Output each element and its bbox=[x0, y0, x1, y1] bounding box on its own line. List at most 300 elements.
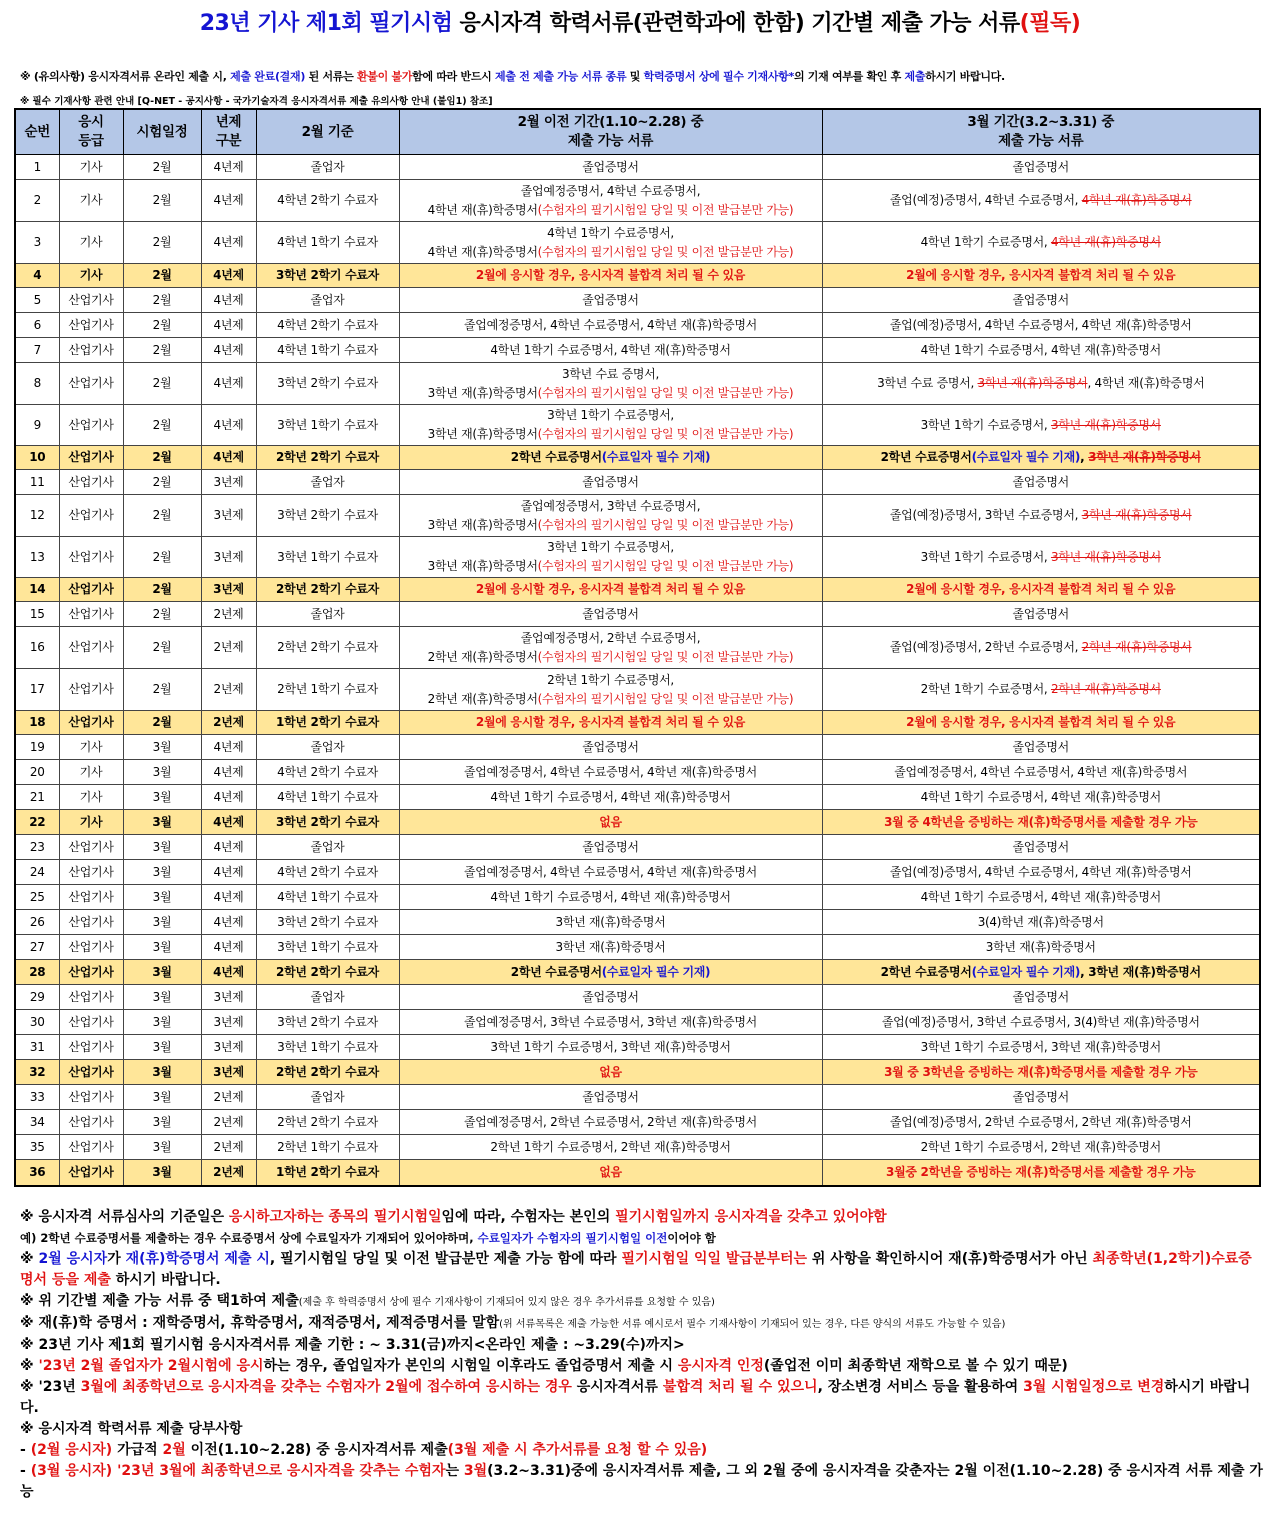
footer-text: 예) 2학년 수료증명서를 제출하는 경우 수료증명서 상에 수료일자가 기재되어 있어야하며, bbox=[20, 1231, 478, 1245]
footer-text: 필기시험일 익일 발급분부터는 bbox=[621, 1251, 808, 1267]
cell-grade: 산업기사 bbox=[59, 363, 123, 405]
cell-status: 4학년 2학기 수료자 bbox=[256, 180, 399, 222]
cell-status: 2학년 2학기 수료자 bbox=[256, 446, 399, 470]
cell-status: 2학년 2학기 수료자 bbox=[256, 960, 399, 985]
cell-month: 3월 bbox=[123, 760, 201, 785]
document-text: 졸업(예정)증명서, 2학년 수료증명서, bbox=[889, 640, 1082, 654]
cell-no: 24 bbox=[15, 860, 59, 885]
cell-mar-documents bbox=[822, 446, 1260, 470]
cell-year: 4년제 bbox=[201, 264, 256, 288]
cell-no: 25 bbox=[15, 885, 59, 910]
cell-grade: 산업기사 bbox=[59, 405, 123, 446]
footer-text: 이어야 함 bbox=[667, 1231, 716, 1245]
document-text: 4학년 1학기 수료증명서, bbox=[920, 235, 1051, 249]
cell-feb-documents bbox=[399, 960, 822, 985]
cell-feb-documents bbox=[399, 935, 822, 960]
cell-grade: 산업기사 bbox=[59, 288, 123, 313]
table-header-row bbox=[15, 109, 1260, 155]
cell-mar-documents bbox=[822, 495, 1260, 537]
footer-text: 이전(1.10~2.28) 중 응시자격서류 제출 bbox=[185, 1442, 448, 1458]
cell-month: 2월 bbox=[123, 627, 201, 669]
footer-text: 3월 시험일정으로 변경 bbox=[1023, 1379, 1165, 1395]
cell-no: 17 bbox=[15, 669, 59, 711]
note-text: 학력증명서 상에 필수 기재사항* bbox=[643, 70, 794, 83]
document-text: 졸업증명서 bbox=[582, 606, 639, 621]
cell-month: 2월 bbox=[123, 537, 201, 578]
cell-status: 3학년 2학기 수료자 bbox=[256, 363, 399, 405]
footer-text: 수료일자가 수험자의 필기시험일 이전 bbox=[477, 1231, 668, 1245]
table-row bbox=[15, 711, 1260, 735]
note-text: 환불이 불가 bbox=[356, 70, 413, 83]
column-header: 순번 bbox=[15, 109, 59, 155]
document-text: 졸업(예정)증명서, 2학년 수료증명서, 2학년 재(휴)학증명서 bbox=[889, 1114, 1192, 1129]
column-header: 2월 기준 bbox=[256, 109, 399, 155]
document-text: 4학년 1학기 수료증명서, 4학년 재(휴)학증명서 bbox=[920, 889, 1161, 904]
table-row bbox=[15, 313, 1260, 338]
cell-year: 4년제 bbox=[201, 885, 256, 910]
footer-text: ※ 재(휴)학 증명서 : 재학증명서, 휴학증명서, 재적증명서, 제적증명서를 말함 bbox=[20, 1315, 500, 1331]
cell-feb-documents bbox=[399, 885, 822, 910]
cell-feb-documents bbox=[399, 405, 822, 446]
footer-text: (3.2~3.31)중에 응시자격서류 제출 bbox=[487, 1463, 716, 1479]
table-row bbox=[15, 760, 1260, 785]
required-info-note: ※ 필수 기재사항 관련 안내 [Q-NET - 공지사항 - 국가기술자격 응시자격서류 제출 유의사항 안내 (붙임1) 참조] bbox=[20, 96, 493, 107]
title-part-3: (필독) bbox=[1019, 11, 1081, 36]
footer-text: , 필기시험일 당일 및 이전 발급분만 제출 가능 함에 따라 bbox=[269, 1251, 622, 1267]
cell-grade: 산업기사 bbox=[59, 835, 123, 860]
footer-line bbox=[20, 1249, 1265, 1291]
document-text: 졸업예정증명서, 3학년 수료증명서, bbox=[520, 498, 701, 513]
note-text: 하시기 바랍니다. bbox=[925, 70, 1005, 83]
cell-feb-documents bbox=[399, 288, 822, 313]
document-text: 4학년 1학기 수료증명서, bbox=[547, 225, 674, 240]
note-text: 된 서류는 bbox=[305, 70, 357, 83]
cell-feb-documents bbox=[399, 446, 822, 470]
footer-text: '23년 3월에 최종학년으로 응시자격을 갖추는 수험자 bbox=[117, 1463, 446, 1479]
document-text: 졸업예정증명서, 2학년 수료증명서, 2학년 재(휴)학증명서 bbox=[464, 1114, 757, 1129]
cell-mar-documents bbox=[822, 338, 1260, 363]
cell-status: 1학년 2학기 수료자 bbox=[256, 1160, 399, 1186]
document-text: 졸업증명서 bbox=[582, 739, 639, 754]
cell-no: 3 bbox=[15, 222, 59, 264]
cell-year: 2년제 bbox=[201, 1085, 256, 1110]
cell-feb-documents bbox=[399, 578, 822, 602]
document-text: 3학년 재(휴)학증명서 bbox=[985, 939, 1096, 954]
cell-feb-documents bbox=[399, 760, 822, 785]
document-text: 졸업증명서 bbox=[582, 474, 639, 489]
cell-status: 4학년 2학기 수료자 bbox=[256, 860, 399, 885]
cell-month: 2월 bbox=[123, 711, 201, 735]
document-text: (수료일자 필수 기재) bbox=[601, 964, 711, 979]
document-text: 2학년 재(휴)학증명서 bbox=[427, 649, 538, 664]
document-text: 2학년 수료증명서 bbox=[510, 964, 602, 979]
footer-text: 불합격 처리 될 수 있으니 bbox=[662, 1379, 818, 1395]
cell-mar-documents bbox=[822, 222, 1260, 264]
cell-no: 2 bbox=[15, 180, 59, 222]
document-text: 졸업증명서 bbox=[582, 292, 639, 307]
cell-month: 3월 bbox=[123, 810, 201, 835]
cell-status: 2학년 1학기 수료자 bbox=[256, 669, 399, 711]
footer-text: 가급적 bbox=[112, 1442, 163, 1458]
cell-no: 28 bbox=[15, 960, 59, 985]
document-text: (수험자의 필기시험일 당일 및 이전 발급분만 가능) bbox=[537, 517, 794, 532]
table-row bbox=[15, 1135, 1260, 1160]
cell-mar-documents bbox=[822, 760, 1260, 785]
table-row bbox=[15, 264, 1260, 288]
cell-month: 3월 bbox=[123, 1160, 201, 1186]
cell-no: 11 bbox=[15, 470, 59, 495]
note-text: 제출 전 제출 가능 서류 종류 bbox=[495, 70, 627, 83]
document-text: 3학년 1학기 수료증명서, bbox=[547, 540, 674, 554]
document-text: 없음 bbox=[599, 814, 622, 829]
cell-mar-documents bbox=[822, 537, 1260, 578]
document-text: 4학년 1학기 수료증명서, 4학년 재(휴)학증명서 bbox=[490, 342, 731, 357]
note-text: 제출 bbox=[904, 70, 926, 83]
cell-status: 3학년 2학기 수료자 bbox=[256, 264, 399, 288]
cell-grade: 산업기사 bbox=[59, 338, 123, 363]
document-text: 졸업증명서 bbox=[1012, 159, 1069, 174]
cell-grade: 기사 bbox=[59, 760, 123, 785]
table-row bbox=[15, 960, 1260, 985]
cell-mar-documents bbox=[822, 627, 1260, 669]
cell-year: 2년제 bbox=[201, 1135, 256, 1160]
document-text: 졸업(예정)증명서, 3학년 수료증명서, 3(4)학년 재(휴)학증명서 bbox=[881, 1014, 1200, 1029]
cell-grade: 산업기사 bbox=[59, 495, 123, 537]
footer-text: , 장소변경 서비스 등을 활용하여 bbox=[817, 1379, 1024, 1395]
cell-month: 3월 bbox=[123, 1110, 201, 1135]
cell-grade: 산업기사 bbox=[59, 910, 123, 935]
document-text: 졸업증명서 bbox=[582, 839, 639, 854]
document-text: (수험자의 필기시험일 당일 및 이전 발급분만 가능) bbox=[537, 385, 794, 400]
table-row bbox=[15, 405, 1260, 446]
cell-status: 졸업자 bbox=[256, 155, 399, 180]
footer-text: 가 bbox=[107, 1251, 126, 1267]
cell-mar-documents bbox=[822, 264, 1260, 288]
cell-no: 1 bbox=[15, 155, 59, 180]
cell-grade: 기사 bbox=[59, 810, 123, 835]
footer-line bbox=[20, 1377, 1265, 1419]
footer-text: (제출 후 학력증명서 상에 필수 기재사항이 기재되어 있지 않은 경우 추가서류를 요청할 수 있음) bbox=[298, 1297, 715, 1308]
cell-grade: 기사 bbox=[59, 222, 123, 264]
cell-mar-documents bbox=[822, 470, 1260, 495]
table-row bbox=[15, 155, 1260, 180]
table-row bbox=[15, 785, 1260, 810]
document-text: 졸업예정증명서, 4학년 수료증명서, 4학년 재(휴)학증명서 bbox=[464, 317, 757, 332]
footer-notes bbox=[20, 1207, 1265, 1503]
cell-no: 13 bbox=[15, 537, 59, 578]
cell-grade: 기사 bbox=[59, 264, 123, 288]
cell-month: 2월 bbox=[123, 405, 201, 446]
document-text: 4학년 재(휴)학증명서 bbox=[427, 244, 538, 259]
cell-year: 3년제 bbox=[201, 470, 256, 495]
table-row bbox=[15, 222, 1260, 264]
cell-status: 4학년 1학기 수료자 bbox=[256, 785, 399, 810]
document-text: 3학년 재(휴)학증명서 bbox=[977, 376, 1088, 390]
cell-mar-documents bbox=[822, 785, 1260, 810]
column-header: 3월 기간(3.2~3.31) 중 제출 가능 서류 bbox=[822, 109, 1260, 155]
cell-status: 졸업자 bbox=[256, 735, 399, 760]
cell-grade: 산업기사 bbox=[59, 1060, 123, 1085]
document-text: 졸업(예정)증명서, 3학년 수료증명서, bbox=[889, 508, 1082, 522]
table-row bbox=[15, 1110, 1260, 1135]
footer-text: 는 bbox=[445, 1463, 464, 1479]
document-text: 3학년 재(휴)학증명서 bbox=[427, 517, 538, 532]
footer-line bbox=[20, 1356, 1265, 1377]
cell-status: 3학년 1학기 수료자 bbox=[256, 935, 399, 960]
document-text: 3학년 재(휴)학증명서 bbox=[427, 559, 538, 573]
cell-status: 3학년 2학기 수료자 bbox=[256, 910, 399, 935]
cell-status: 졸업자 bbox=[256, 985, 399, 1010]
document-text: 졸업예정증명서, 4학년 수료증명서, bbox=[520, 183, 701, 198]
footer-text: 필기시험일까지 응시자격을 갖추고 있어야함 bbox=[615, 1209, 887, 1225]
document-text: 졸업(예정)증명서, 4학년 수료증명서, 4학년 재(휴)학증명서 bbox=[889, 317, 1192, 332]
cell-mar-documents bbox=[822, 960, 1260, 985]
cell-grade: 산업기사 bbox=[59, 860, 123, 885]
cell-status: 3학년 2학기 수료자 bbox=[256, 1010, 399, 1035]
document-text: 4학년 재(휴)학증명서 bbox=[1081, 193, 1192, 207]
cell-year: 3년제 bbox=[201, 1060, 256, 1085]
cell-mar-documents bbox=[822, 935, 1260, 960]
note-text: 의 기재 여부를 확인 후 bbox=[793, 70, 905, 83]
footer-text: ※ 위 기간별 제출 가능 서류 중 택1하여 제출 bbox=[20, 1293, 299, 1309]
cell-year: 4년제 bbox=[201, 222, 256, 264]
footer-text: 응시자격서류 bbox=[571, 1379, 663, 1395]
cell-year: 2년제 bbox=[201, 602, 256, 627]
cell-no: 10 bbox=[15, 446, 59, 470]
cell-year: 3년제 bbox=[201, 578, 256, 602]
cell-year: 4년제 bbox=[201, 835, 256, 860]
cell-month: 3월 bbox=[123, 835, 201, 860]
cell-year: 3년제 bbox=[201, 1010, 256, 1035]
table-row bbox=[15, 835, 1260, 860]
document-text: 2학년 1학기 수료증명서, bbox=[547, 672, 674, 687]
document-text: 졸업예정증명서, 4학년 수료증명서, 4학년 재(휴)학증명서 bbox=[894, 764, 1188, 779]
cell-year: 4년제 bbox=[201, 313, 256, 338]
page-title bbox=[0, 6, 1280, 37]
cell-mar-documents bbox=[822, 1110, 1260, 1135]
document-text: , 3학년 재(휴)학증명서 bbox=[1080, 964, 1201, 979]
document-text: 졸업예정증명서, 3학년 수료증명서, 3학년 재(휴)학증명서 bbox=[464, 1014, 757, 1029]
cell-feb-documents bbox=[399, 1060, 822, 1085]
cell-year: 2년제 bbox=[201, 669, 256, 711]
cell-year: 4년제 bbox=[201, 960, 256, 985]
document-text: 2학년 1학기 수료증명서, 2학년 재(휴)학증명서 bbox=[920, 1139, 1161, 1154]
cell-mar-documents bbox=[822, 180, 1260, 222]
table-row bbox=[15, 1160, 1260, 1186]
footer-text: (3월 제출 시 추가서류를 요청 할 수 있음) bbox=[447, 1442, 708, 1458]
cell-month: 2월 bbox=[123, 669, 201, 711]
cell-year: 4년제 bbox=[201, 155, 256, 180]
table-row bbox=[15, 602, 1260, 627]
document-text: 3학년 1학기 수료증명서, 3학년 재(휴)학증명서 bbox=[490, 1039, 731, 1054]
cell-month: 3월 bbox=[123, 1085, 201, 1110]
cell-month: 2월 bbox=[123, 313, 201, 338]
document-text: 2학년 재(휴)학증명서 bbox=[1081, 640, 1192, 654]
cell-status: 졸업자 bbox=[256, 1085, 399, 1110]
cell-grade: 산업기사 bbox=[59, 578, 123, 602]
cell-no: 4 bbox=[15, 264, 59, 288]
footer-text: 하시기 바랍니다. bbox=[110, 1272, 221, 1288]
cell-feb-documents bbox=[399, 711, 822, 735]
document-text: 3(4)학년 재(휴)학증명서 bbox=[977, 914, 1104, 929]
cell-year: 4년제 bbox=[201, 338, 256, 363]
cell-feb-documents bbox=[399, 985, 822, 1010]
cell-grade: 산업기사 bbox=[59, 885, 123, 910]
cell-month: 3월 bbox=[123, 885, 201, 910]
cell-grade: 산업기사 bbox=[59, 960, 123, 985]
document-text: 졸업증명서 bbox=[1012, 989, 1069, 1004]
cell-grade: 산업기사 bbox=[59, 669, 123, 711]
cell-year: 4년제 bbox=[201, 860, 256, 885]
cell-grade: 기사 bbox=[59, 155, 123, 180]
cell-no: 31 bbox=[15, 1035, 59, 1060]
table-row bbox=[15, 735, 1260, 760]
footer-text: ※ '23년 bbox=[20, 1379, 81, 1395]
table-row bbox=[15, 1085, 1260, 1110]
cell-feb-documents bbox=[399, 1035, 822, 1060]
cell-no: 36 bbox=[15, 1160, 59, 1186]
document-text: 4학년 1학기 수료증명서, 4학년 재(휴)학증명서 bbox=[490, 789, 731, 804]
cell-year: 3년제 bbox=[201, 1035, 256, 1060]
footer-text: 임에 따라, 수험자는 본인의 bbox=[441, 1209, 616, 1225]
document-text: 졸업증명서 bbox=[1012, 839, 1069, 854]
cell-grade: 산업기사 bbox=[59, 1135, 123, 1160]
document-text: (수료일자 필수 기재) bbox=[601, 450, 711, 464]
cell-no: 32 bbox=[15, 1060, 59, 1085]
cell-feb-documents bbox=[399, 155, 822, 180]
cell-year: 2년제 bbox=[201, 1110, 256, 1135]
footer-line bbox=[20, 1461, 1265, 1503]
document-text: 졸업예정증명서, 2학년 수료증명서, bbox=[520, 630, 701, 645]
cell-feb-documents bbox=[399, 910, 822, 935]
cell-no: 29 bbox=[15, 985, 59, 1010]
cell-no: 22 bbox=[15, 810, 59, 835]
document-text: 3학년 1학기 수료증명서, bbox=[920, 417, 1051, 432]
cell-year: 4년제 bbox=[201, 363, 256, 405]
cell-mar-documents bbox=[822, 288, 1260, 313]
footer-text: - bbox=[20, 1463, 31, 1479]
cell-no: 8 bbox=[15, 363, 59, 405]
cell-no: 27 bbox=[15, 935, 59, 960]
cell-year: 4년제 bbox=[201, 735, 256, 760]
cell-feb-documents bbox=[399, 363, 822, 405]
cell-no: 21 bbox=[15, 785, 59, 810]
document-text: 2학년 수료증명서 bbox=[880, 964, 972, 979]
footer-text: , 그 외 2월 중에 응시자격을 갖춘자는 2월 이전(1.10~2.28) 중 응시자격 서류 제출 가능 bbox=[20, 1463, 1263, 1500]
footer-text: 위 사항을 확인하시어 재(휴)학증명서가 아닌 bbox=[807, 1251, 1093, 1267]
cell-month: 3월 bbox=[123, 1035, 201, 1060]
document-text: 4학년 재(휴)학증명서 bbox=[1050, 235, 1161, 249]
cell-year: 2년제 bbox=[201, 627, 256, 669]
table-row bbox=[15, 363, 1260, 405]
table-row bbox=[15, 495, 1260, 537]
cell-grade: 산업기사 bbox=[59, 1035, 123, 1060]
document-text: (수료일자 필수 기재) bbox=[971, 964, 1081, 979]
table-row bbox=[15, 338, 1260, 363]
cell-year: 3년제 bbox=[201, 537, 256, 578]
footer-text: - bbox=[20, 1442, 31, 1458]
cell-feb-documents bbox=[399, 785, 822, 810]
cell-no: 7 bbox=[15, 338, 59, 363]
cell-year: 4년제 bbox=[201, 935, 256, 960]
cell-month: 3월 bbox=[123, 735, 201, 760]
cell-mar-documents bbox=[822, 835, 1260, 860]
document-text: 3학년 수료 증명서, bbox=[877, 376, 978, 390]
cell-grade: 산업기사 bbox=[59, 1085, 123, 1110]
document-text: 3월 중 4학년을 증빙하는 재(휴)학증명서를 제출할 경우 가능 bbox=[884, 814, 1198, 829]
cell-mar-documents bbox=[822, 602, 1260, 627]
cell-month: 2월 bbox=[123, 363, 201, 405]
document-text: (수험자의 필기시험일 당일 및 이전 발급분만 가능) bbox=[537, 427, 794, 441]
document-text: 3학년 재(휴)학증명서 bbox=[1088, 450, 1201, 464]
footer-text: 재(휴)학증명서 제출 시 bbox=[125, 1251, 270, 1267]
document-text: 2학년 1학기 수료증명서, 2학년 재(휴)학증명서 bbox=[490, 1139, 731, 1154]
document-text: 2학년 수료증명서 bbox=[510, 450, 602, 464]
document-text: 졸업예정증명서, 4학년 수료증명서, 4학년 재(휴)학증명서 bbox=[464, 764, 757, 779]
cell-month: 3월 bbox=[123, 960, 201, 985]
cell-no: 14 bbox=[15, 578, 59, 602]
cell-grade: 산업기사 bbox=[59, 537, 123, 578]
cell-feb-documents bbox=[399, 627, 822, 669]
document-text: 3학년 재(휴)학증명서 bbox=[555, 939, 666, 954]
cell-status: 졸업자 bbox=[256, 288, 399, 313]
cell-feb-documents bbox=[399, 180, 822, 222]
table-row bbox=[15, 446, 1260, 470]
cell-no: 33 bbox=[15, 1085, 59, 1110]
cell-grade: 산업기사 bbox=[59, 602, 123, 627]
cell-mar-documents bbox=[822, 735, 1260, 760]
table-row bbox=[15, 288, 1260, 313]
document-text: 2월에 응시할 경우, 응시자격 불합격 처리 될 수 있음 bbox=[906, 582, 1176, 596]
cell-month: 2월 bbox=[123, 495, 201, 537]
cell-feb-documents bbox=[399, 222, 822, 264]
cell-grade: 산업기사 bbox=[59, 985, 123, 1010]
cell-status: 2학년 2학기 수료자 bbox=[256, 1110, 399, 1135]
footer-line bbox=[20, 1335, 1265, 1356]
cell-feb-documents bbox=[399, 264, 822, 288]
document-text: 졸업(예정)증명서, 4학년 수료증명서, 4학년 재(휴)학증명서 bbox=[889, 864, 1192, 879]
footer-text: 3월 bbox=[463, 1463, 488, 1479]
cell-status: 2학년 2학기 수료자 bbox=[256, 627, 399, 669]
footer-line bbox=[20, 1419, 1265, 1440]
document-text: 4학년 1학기 수료증명서, 4학년 재(휴)학증명서 bbox=[490, 889, 731, 904]
cell-grade: 산업기사 bbox=[59, 470, 123, 495]
document-text: 졸업증명서 bbox=[1012, 474, 1069, 489]
footer-text: ※ 23년 기사 제1회 필기시험 응시자격서류 제출 기한 : ~ 3.31(금)까지<온라인 제출 : ~3.29(수)까지> bbox=[20, 1337, 685, 1353]
cell-mar-documents bbox=[822, 1135, 1260, 1160]
table-row bbox=[15, 810, 1260, 835]
cell-grade: 기사 bbox=[59, 735, 123, 760]
cell-mar-documents bbox=[822, 1035, 1260, 1060]
document-text: , 4학년 재(휴)학증명서 bbox=[1087, 376, 1205, 390]
footer-text: ※ 응시자격 서류심사의 기준일은 bbox=[20, 1209, 229, 1225]
document-text: 3월중 2학년을 증빙하는 재(휴)학증명서를 제출할 경우 가능 bbox=[886, 1164, 1196, 1179]
cell-mar-documents bbox=[822, 985, 1260, 1010]
footer-text: (위 서류목록은 제출 가능한 서류 예시로서 필수 기재사항이 기재되어 있는 경우, 다른 양식의 서류도 가능할 수 있음) bbox=[499, 1319, 1006, 1330]
cell-year: 4년제 bbox=[201, 760, 256, 785]
cell-year: 3년제 bbox=[201, 495, 256, 537]
document-text: 2월에 응시할 경우, 응시자격 불합격 처리 될 수 있음 bbox=[475, 268, 746, 282]
cell-grade: 산업기사 bbox=[59, 446, 123, 470]
document-text: 2월에 응시할 경우, 응시자격 불합격 처리 될 수 있음 bbox=[906, 715, 1176, 729]
document-text: (수험자의 필기시험일 당일 및 이전 발급분만 가능) bbox=[537, 691, 794, 706]
cell-status: 2학년 2학기 수료자 bbox=[256, 578, 399, 602]
cell-status: 4학년 1학기 수료자 bbox=[256, 338, 399, 363]
document-text: 3학년 1학기 수료증명서, bbox=[547, 408, 674, 422]
cell-grade: 산업기사 bbox=[59, 1010, 123, 1035]
table-row bbox=[15, 910, 1260, 935]
table-row bbox=[15, 1010, 1260, 1035]
